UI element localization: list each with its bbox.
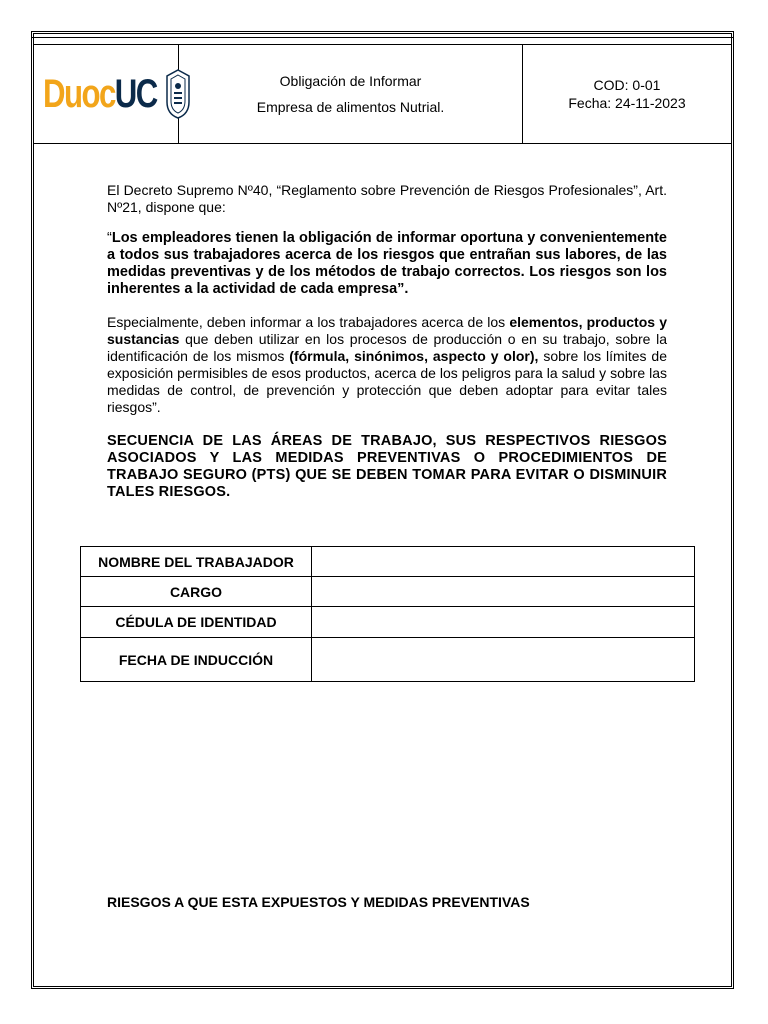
decree-intro: El Decreto Supremo Nº40, “Reglamento sobre Prevención de Riesgos Profesionales”, Art. Nº21, dispone que: (107, 182, 667, 215)
table-row (81, 547, 695, 577)
document-body (107, 182, 667, 501)
top-rule (31, 37, 734, 38)
worker-info-table (80, 546, 695, 682)
duocuc-logo (27, 68, 191, 120)
id-number-field[interactable] (312, 607, 695, 638)
title-cell (179, 45, 523, 143)
document-code: COD: 0-01 (593, 77, 661, 93)
induction-date-field[interactable] (312, 638, 695, 682)
logo-wordmark: DuocUC (43, 71, 157, 116)
sequence-heading: SECUENCIA DE LAS ÁREAS DE TRABAJO, SUS RESPECTIVOS RIESGOS ASOCIADOS Y LAS MEDIDAS PREVENTIVAS O PROCEDIMIENTOS DE TRABAJO SEGURO (PTS) QUE SE DEBEN TOMAR PARA EVITAR O DISMINUIR TALES RIESGOS. (107, 433, 667, 500)
document-header (34, 44, 731, 144)
risks-heading: RIESGOS A QUE ESTA EXPUESTOS Y MEDIDAS PREVENTIVAS (107, 894, 530, 910)
table-row (81, 577, 695, 607)
row-label: CARGO (81, 577, 312, 607)
row-label: CÉDULA DE IDENTIDAD (81, 607, 312, 638)
company-name: Empresa de alimentos Nutrial. (256, 99, 445, 115)
decree-quote: “Los empleadores tienen la obligación de informar oportuna y convenientemente a todos sus trabajadores acerca de los riesgos que entrañan sus labores, de las medidas preventivas y de los métodos de trabajo correctos. Los riesgos son los inherentes a la actividad de cada empresa”. (107, 230, 667, 297)
code-cell (523, 45, 731, 143)
position-field[interactable] (312, 577, 695, 607)
logo-cell (34, 45, 179, 143)
table-row (81, 638, 695, 682)
document-date: Fecha: 24-11-2023 (568, 95, 686, 111)
worker-name-field[interactable] (312, 547, 695, 577)
row-label: NOMBRE DEL TRABAJADOR (81, 547, 312, 577)
document-title: Obligación de Informar (279, 73, 422, 89)
row-label: FECHA DE INDUCCIÓN (81, 638, 312, 682)
table-row (81, 607, 695, 638)
information-duties: Especialmente, deben informar a los trabajadores acerca de los elementos, productos y sustancias que deben utilizar en los procesos de producción o en su trabajo, sobre la identificación de los mismos (fórmula, sinónimos, aspecto y olor), sobre los límites de exposición permisibles de esos productos, acerca de los peligros para la salud y sobre las medidas de control, de prevención y protección que deben adoptar para evitar tales riesgos”. (107, 314, 667, 415)
page-frame (31, 31, 734, 989)
